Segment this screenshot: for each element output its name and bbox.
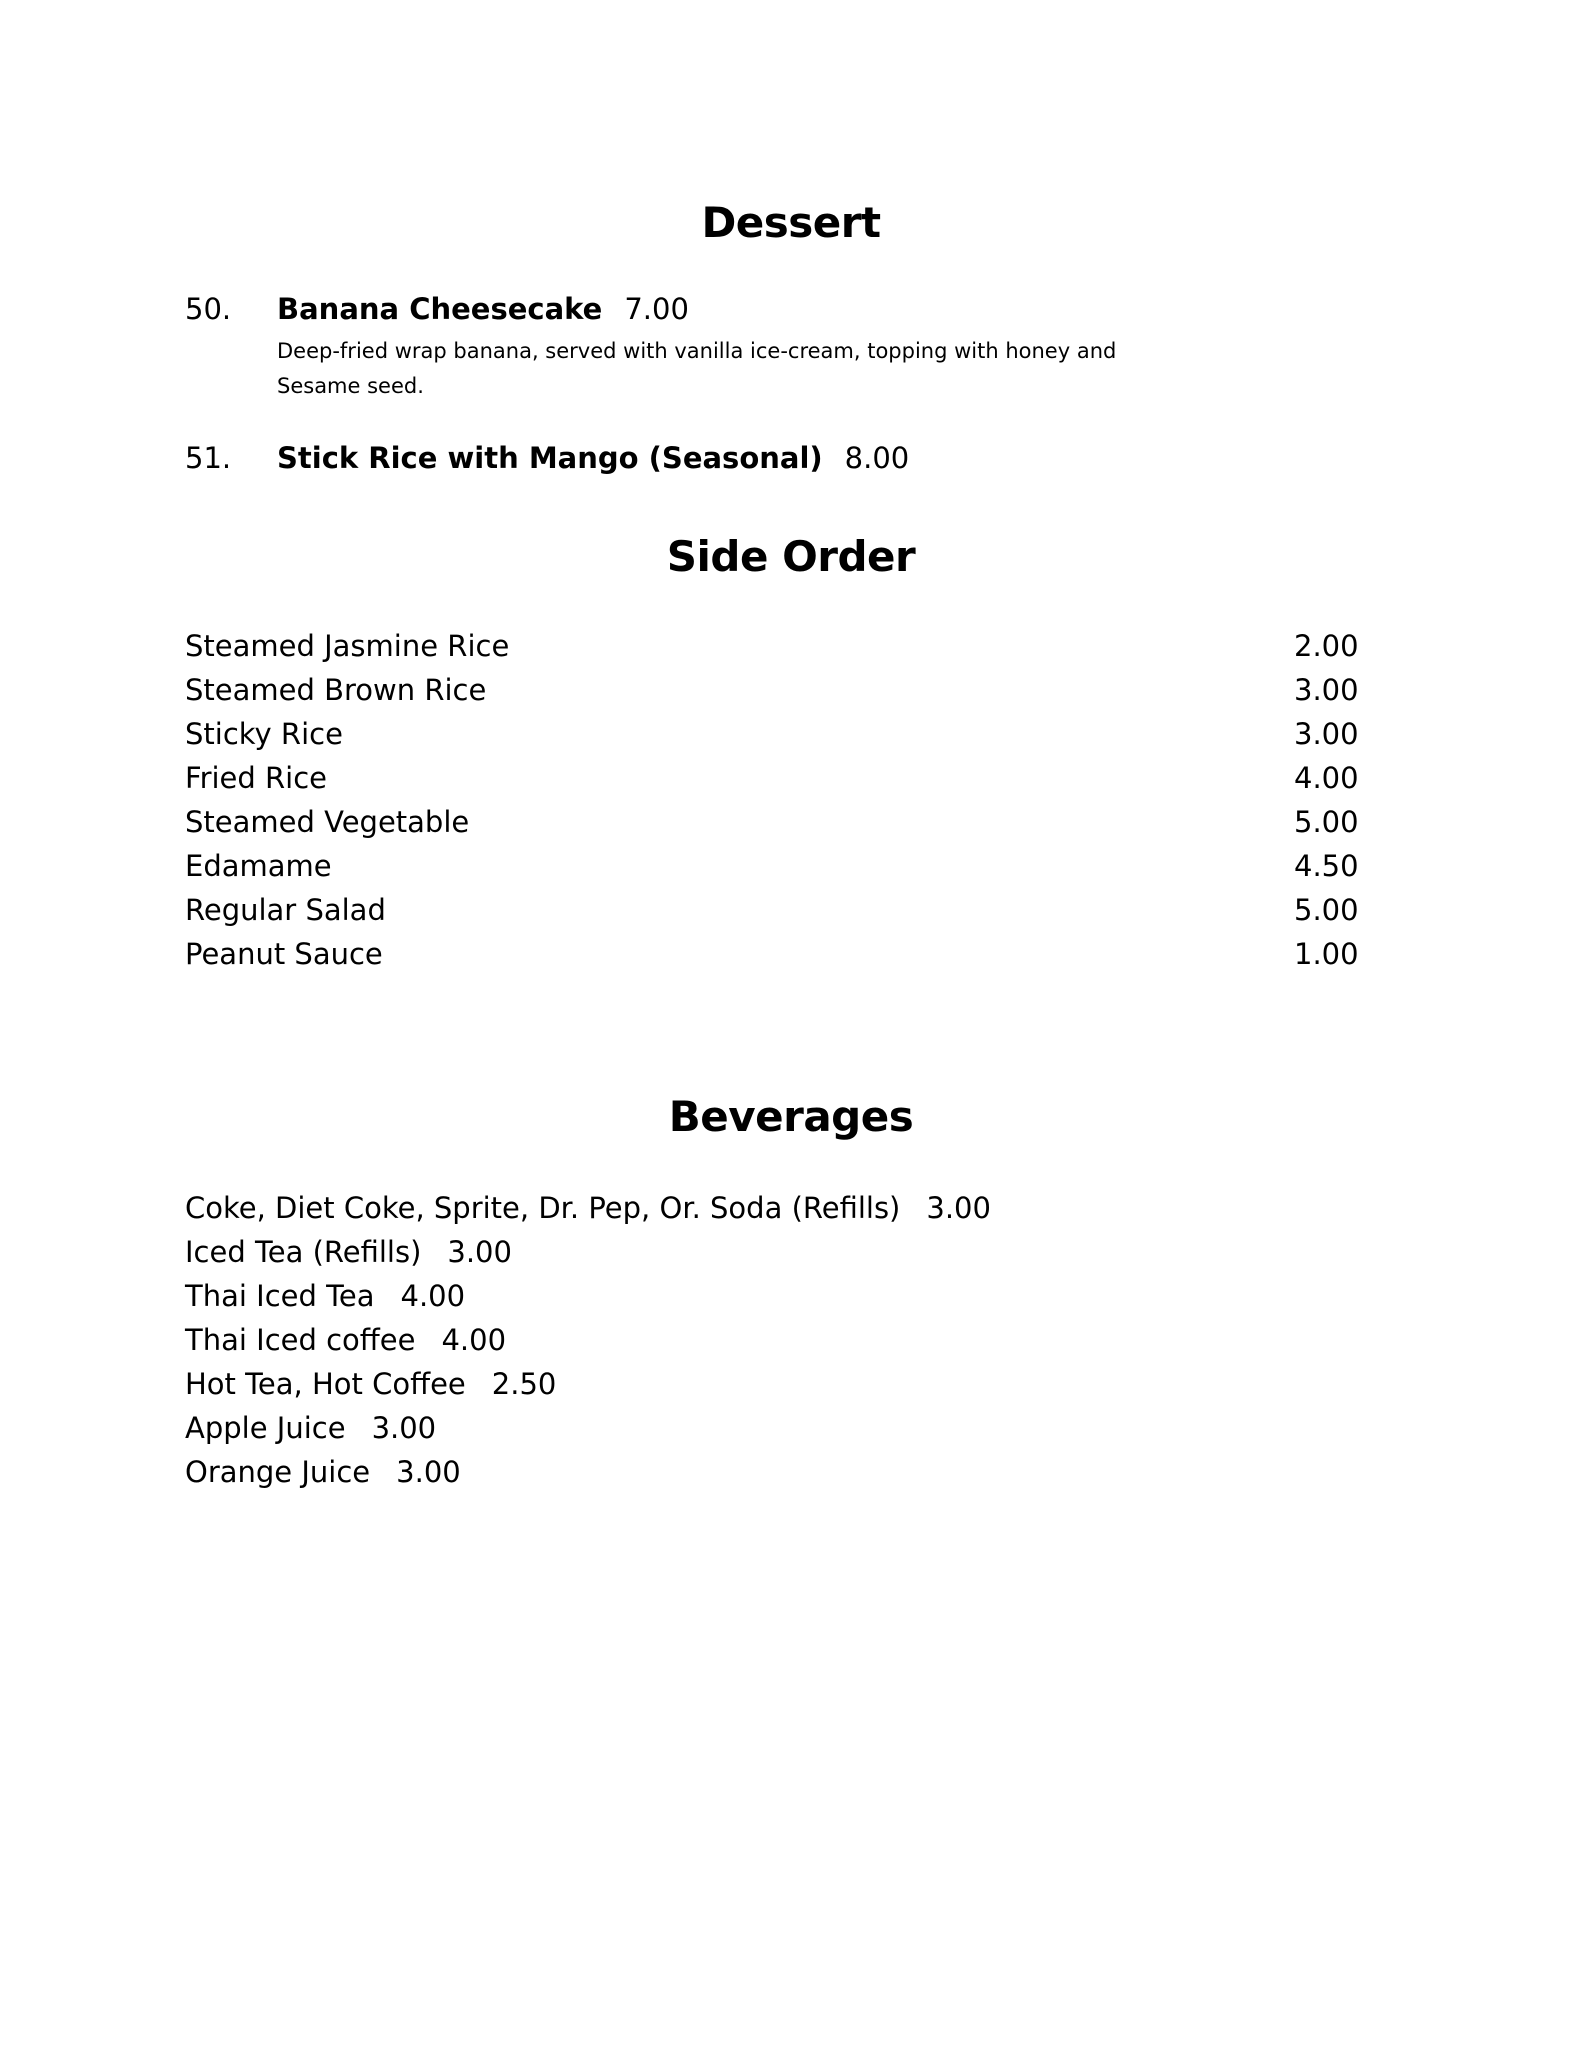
item-name: Iced Tea (Refills) [185, 1235, 422, 1269]
item-name: Orange Juice [185, 1455, 371, 1489]
list-item [185, 1406, 991, 1450]
item-price: 4.00 [441, 1323, 507, 1357]
item-name: Steamed Vegetable [185, 805, 470, 839]
item-price: 1.00 [1294, 937, 1359, 971]
list-item [185, 756, 1360, 800]
item-number: 51. [185, 441, 232, 475]
beverages-heading: Beverages [668, 1092, 914, 1141]
item-name: Steamed Jasmine Rice [185, 629, 510, 663]
item-name: Peanut Sauce [185, 937, 383, 971]
item-name: Sticky Rice [185, 717, 343, 751]
list-item [185, 888, 1360, 932]
item-name: Coke, Diet Coke, Sprite, Dr. Pep, Or. Soda (Refills) [185, 1191, 901, 1225]
item-name-line [277, 441, 909, 475]
list-item [185, 1362, 991, 1406]
item-name: Thai Iced coffee [185, 1323, 416, 1357]
item-price: 4.00 [1294, 761, 1359, 795]
beverages-list [185, 1186, 991, 1494]
item-price: 5.00 [1294, 805, 1359, 839]
dessert-heading: Dessert [701, 198, 881, 247]
item-price: 3.00 [371, 1411, 437, 1445]
list-item [185, 668, 1360, 712]
item-name: Thai Iced Tea [185, 1279, 375, 1313]
item-price: 3.00 [1294, 717, 1359, 751]
list-item [185, 624, 1360, 668]
list-item [185, 1318, 991, 1362]
item-price: 8.00 [844, 441, 910, 475]
item-name: Regular Salad [185, 893, 386, 927]
item-name: Steamed Brown Rice [185, 673, 487, 707]
item-price: 2.50 [491, 1367, 557, 1401]
item-name: Fried Rice [185, 761, 328, 795]
item-price: 4.00 [400, 1279, 466, 1313]
item-price: 5.00 [1294, 893, 1359, 927]
side-order-heading: Side Order [666, 532, 916, 581]
item-description-line: Deep-fried wrap banana, served with vanilla ice-cream, topping with honey and [277, 339, 1117, 363]
item-price: 3.00 [1294, 673, 1359, 707]
item-name: Stick Rice with Mango (Seasonal) [277, 441, 823, 475]
list-item [185, 1450, 991, 1494]
item-name: Apple Juice [185, 1411, 346, 1445]
item-price: 7.00 [624, 292, 689, 326]
item-name: Edamame [185, 849, 332, 883]
item-description [277, 334, 1137, 404]
item-number: 50. [185, 292, 232, 326]
list-item [185, 1186, 991, 1230]
item-price: 2.00 [1294, 629, 1359, 663]
item-name: Banana Cheesecake [277, 292, 603, 326]
item-price: 3.00 [926, 1191, 991, 1225]
item-name-line [277, 292, 689, 326]
item-price: 3.00 [396, 1455, 461, 1489]
item-price: 4.50 [1294, 849, 1359, 883]
item-price: 3.00 [447, 1235, 512, 1269]
side-order-list [185, 624, 1360, 976]
item-name: Hot Tea, Hot Coffee [185, 1367, 466, 1401]
list-item [185, 844, 1360, 888]
list-item [185, 712, 1360, 756]
list-item [185, 1230, 991, 1274]
item-description-line: Sesame seed. [277, 374, 424, 398]
list-item [185, 1274, 991, 1318]
list-item [185, 932, 1360, 976]
list-item [185, 800, 1360, 844]
